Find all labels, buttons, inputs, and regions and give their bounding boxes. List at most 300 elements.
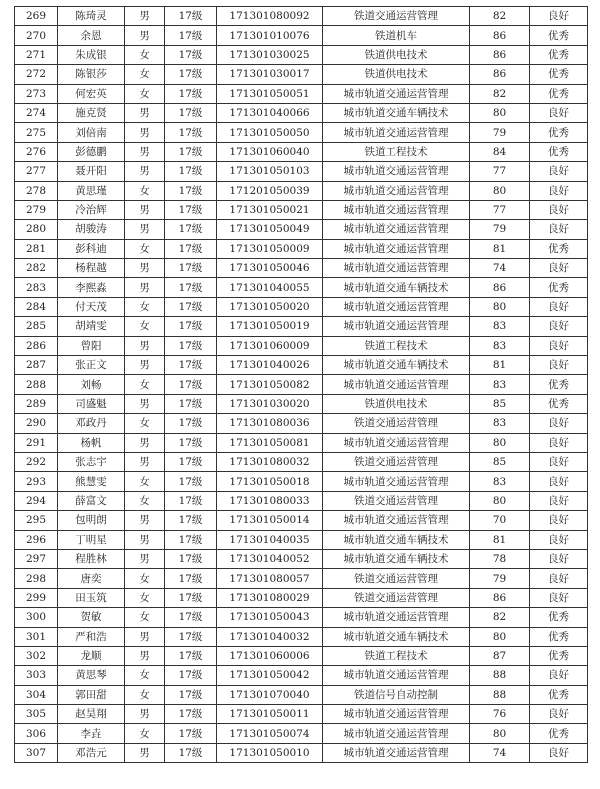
gender-cell: 女 [125,491,165,510]
major-cell: 城市轨道交通运营管理 [323,724,470,743]
serial-number-cell: 289 [15,394,58,413]
rating-cell: 优秀 [530,239,588,258]
grade-cell: 17级 [165,65,217,84]
table-row [15,414,588,433]
grade-cell: 17级 [165,7,217,26]
table-row [15,220,588,239]
rating-cell: 优秀 [530,65,588,84]
grade-cell: 17级 [165,414,217,433]
table-row [15,666,588,685]
grade-cell: 17级 [165,84,217,103]
serial-number-cell: 270 [15,26,58,45]
table-row [15,356,588,375]
gender-cell: 男 [125,356,165,375]
score-cell: 86 [470,65,530,84]
grade-cell: 17级 [165,472,217,491]
table-row [15,724,588,743]
grade-cell: 17级 [165,45,217,64]
serial-number-cell: 272 [15,65,58,84]
gender-cell: 女 [125,317,165,336]
major-cell: 铁道交通运营管理 [323,491,470,510]
grade-cell: 17级 [165,394,217,413]
score-cell: 80 [470,724,530,743]
major-cell: 城市轨道交通运营管理 [323,666,470,685]
name-cell: 黄思琴 [58,666,125,685]
score-cell: 70 [470,511,530,530]
table-row [15,627,588,646]
grade-cell: 17级 [165,123,217,142]
name-cell: 聂开阳 [58,162,125,181]
serial-number-cell: 294 [15,491,58,510]
score-cell: 86 [470,588,530,607]
rating-cell: 良好 [530,414,588,433]
grade-cell: 17级 [165,297,217,316]
name-cell: 刘倍南 [58,123,125,142]
score-cell: 88 [470,666,530,685]
serial-number-cell: 269 [15,7,58,26]
gender-cell: 男 [125,336,165,355]
student-id-cell: 171301050043 [217,608,323,627]
name-cell: 刘畅 [58,375,125,394]
student-id-cell: 171301040035 [217,530,323,549]
score-cell: 79 [470,123,530,142]
gender-cell: 男 [125,530,165,549]
student-id-cell: 171301050042 [217,666,323,685]
major-cell: 城市轨道交通车辆技术 [323,627,470,646]
grade-cell: 17级 [165,608,217,627]
table-row [15,103,588,122]
name-cell: 郭田甜 [58,685,125,704]
name-cell: 施克贤 [58,103,125,122]
grade-cell: 17级 [165,356,217,375]
gender-cell: 女 [125,65,165,84]
gender-cell: 男 [125,142,165,161]
student-id-cell: 171301050018 [217,472,323,491]
gender-cell: 男 [125,511,165,530]
score-cell: 86 [470,26,530,45]
serial-number-cell: 288 [15,375,58,394]
score-cell: 83 [470,375,530,394]
name-cell: 唐奕 [58,569,125,588]
rating-cell: 良好 [530,452,588,471]
gender-cell: 男 [125,26,165,45]
gender-cell: 男 [125,743,165,762]
major-cell: 城市轨道交通车辆技术 [323,549,470,568]
major-cell: 铁道交通运营管理 [323,569,470,588]
gender-cell: 女 [125,685,165,704]
student-id-cell: 171301080036 [217,414,323,433]
student-id-cell: 171301040055 [217,278,323,297]
table-row [15,123,588,142]
student-id-cell: 171301050074 [217,724,323,743]
gender-cell: 男 [125,433,165,452]
table-row [15,569,588,588]
serial-number-cell: 280 [15,220,58,239]
name-cell: 司盛魁 [58,394,125,413]
score-cell: 78 [470,549,530,568]
name-cell: 付天茂 [58,297,125,316]
student-id-cell: 171301070040 [217,685,323,704]
score-cell: 87 [470,646,530,665]
table-row [15,491,588,510]
table-row [15,336,588,355]
name-cell: 杨帆 [58,433,125,452]
major-cell: 城市轨道交通运营管理 [323,123,470,142]
serial-number-cell: 279 [15,200,58,219]
table-row [15,685,588,704]
grade-cell: 17级 [165,646,217,665]
serial-number-cell: 284 [15,297,58,316]
student-id-cell: 171301040032 [217,627,323,646]
gender-cell: 男 [125,162,165,181]
gender-cell: 女 [125,375,165,394]
rating-cell: 良好 [530,549,588,568]
score-cell: 80 [470,297,530,316]
name-cell: 黄思瑾 [58,181,125,200]
gender-cell: 女 [125,239,165,258]
score-cell: 74 [470,743,530,762]
name-cell: 张正文 [58,356,125,375]
name-cell: 李熙淼 [58,278,125,297]
serial-number-cell: 290 [15,414,58,433]
grade-cell: 17级 [165,724,217,743]
name-cell: 何宏英 [58,84,125,103]
rating-cell: 优秀 [530,142,588,161]
score-cell: 84 [470,142,530,161]
score-cell: 85 [470,394,530,413]
student-id-cell: 171301050014 [217,511,323,530]
grade-cell: 17级 [165,181,217,200]
score-cell: 77 [470,200,530,219]
name-cell: 彭科迪 [58,239,125,258]
rating-cell: 良好 [530,530,588,549]
gender-cell: 女 [125,84,165,103]
serial-number-cell: 291 [15,433,58,452]
gender-cell: 男 [125,103,165,122]
table-row [15,646,588,665]
student-id-cell: 171301050051 [217,84,323,103]
major-cell: 铁道供电技术 [323,394,470,413]
major-cell: 铁道交通运营管理 [323,414,470,433]
serial-number-cell: 295 [15,511,58,530]
student-id-cell: 171301080057 [217,569,323,588]
grade-cell: 17级 [165,239,217,258]
major-cell: 城市轨道交通运营管理 [323,297,470,316]
name-cell: 张志宇 [58,452,125,471]
gender-cell: 女 [125,569,165,588]
major-cell: 城市轨道交通运营管理 [323,259,470,278]
student-id-cell: 171301080032 [217,452,323,471]
score-cell: 81 [470,356,530,375]
score-cell: 80 [470,627,530,646]
rating-cell: 良好 [530,491,588,510]
table-row [15,297,588,316]
gender-cell: 男 [125,278,165,297]
name-cell: 田玉筑 [58,588,125,607]
name-cell: 冷治辉 [58,200,125,219]
student-id-cell: 171301060006 [217,646,323,665]
gender-cell: 男 [125,7,165,26]
major-cell: 城市轨道交通运营管理 [323,181,470,200]
score-cell: 83 [470,336,530,355]
student-id-cell: 171301050011 [217,705,323,724]
student-id-cell: 171301060009 [217,336,323,355]
serial-number-cell: 298 [15,569,58,588]
student-id-cell: 171301040052 [217,549,323,568]
score-cell: 82 [470,608,530,627]
table-row [15,239,588,258]
rating-cell: 良好 [530,162,588,181]
score-cell: 80 [470,491,530,510]
rating-cell: 良好 [530,666,588,685]
rating-cell: 良好 [530,7,588,26]
student-id-cell: 171301050019 [217,317,323,336]
score-cell: 82 [470,7,530,26]
gender-cell: 男 [125,705,165,724]
grade-cell: 17级 [165,627,217,646]
major-cell: 铁道工程技术 [323,142,470,161]
gender-cell: 男 [125,549,165,568]
table-row [15,608,588,627]
major-cell: 城市轨道交通运营管理 [323,433,470,452]
rating-cell: 良好 [530,569,588,588]
gender-cell: 女 [125,724,165,743]
table-row [15,530,588,549]
gender-cell: 男 [125,452,165,471]
rating-cell: 良好 [530,103,588,122]
rating-cell: 优秀 [530,627,588,646]
serial-number-cell: 299 [15,588,58,607]
serial-number-cell: 281 [15,239,58,258]
student-id-cell: 171301030025 [217,45,323,64]
name-cell: 陈银莎 [58,65,125,84]
student-id-cell: 171301080029 [217,588,323,607]
rating-cell: 良好 [530,356,588,375]
student-id-cell: 171301050050 [217,123,323,142]
grade-cell: 17级 [165,705,217,724]
student-id-cell: 171301050010 [217,743,323,762]
score-cell: 79 [470,569,530,588]
name-cell: 彭德鹏 [58,142,125,161]
grade-cell: 17级 [165,142,217,161]
serial-number-cell: 307 [15,743,58,762]
major-cell: 城市轨道交通运营管理 [323,472,470,491]
major-cell: 城市轨道交通运营管理 [323,84,470,103]
table-row [15,259,588,278]
grade-cell: 17级 [165,278,217,297]
grade-cell: 17级 [165,511,217,530]
major-cell: 铁道供电技术 [323,45,470,64]
score-cell: 83 [470,317,530,336]
grade-cell: 17级 [165,491,217,510]
grade-cell: 17级 [165,259,217,278]
rating-cell: 良好 [530,336,588,355]
name-cell: 丁明星 [58,530,125,549]
grade-cell: 17级 [165,103,217,122]
grade-cell: 17级 [165,336,217,355]
name-cell: 陈琦灵 [58,7,125,26]
major-cell: 铁道供电技术 [323,65,470,84]
gender-cell: 男 [125,123,165,142]
serial-number-cell: 306 [15,724,58,743]
score-cell: 81 [470,530,530,549]
table-row [15,162,588,181]
name-cell: 熊慧雯 [58,472,125,491]
rating-cell: 优秀 [530,608,588,627]
gender-cell: 男 [125,200,165,219]
gender-cell: 男 [125,394,165,413]
score-cell: 82 [470,84,530,103]
major-cell: 铁道工程技术 [323,646,470,665]
name-cell: 杨程越 [58,259,125,278]
major-cell: 铁道工程技术 [323,336,470,355]
grade-cell: 17级 [165,452,217,471]
rating-cell: 良好 [530,433,588,452]
major-cell: 城市轨道交通运营管理 [323,375,470,394]
rating-cell: 优秀 [530,45,588,64]
rating-cell: 良好 [530,511,588,530]
gender-cell: 女 [125,472,165,491]
major-cell: 城市轨道交通运营管理 [323,239,470,258]
major-cell: 城市轨道交通运营管理 [323,220,470,239]
major-cell: 城市轨道交通运营管理 [323,162,470,181]
name-cell: 严和浩 [58,627,125,646]
serial-number-cell: 301 [15,627,58,646]
student-score-table [14,6,588,763]
table-row [15,142,588,161]
serial-number-cell: 275 [15,123,58,142]
student-id-cell: 171301080033 [217,491,323,510]
major-cell: 铁道交通运营管理 [323,452,470,471]
rating-cell: 良好 [530,588,588,607]
name-cell: 邓政丹 [58,414,125,433]
major-cell: 城市轨道交通车辆技术 [323,103,470,122]
serial-number-cell: 297 [15,549,58,568]
gender-cell: 男 [125,627,165,646]
rating-cell: 优秀 [530,646,588,665]
serial-number-cell: 274 [15,103,58,122]
gender-cell: 女 [125,414,165,433]
rating-cell: 优秀 [530,724,588,743]
table-row [15,45,588,64]
score-cell: 86 [470,278,530,297]
rating-cell: 优秀 [530,26,588,45]
serial-number-cell: 305 [15,705,58,724]
score-cell: 86 [470,45,530,64]
name-cell: 赵昊翔 [58,705,125,724]
serial-number-cell: 287 [15,356,58,375]
student-id-cell: 171301060040 [217,142,323,161]
gender-cell: 女 [125,608,165,627]
gender-cell: 男 [125,646,165,665]
grade-cell: 17级 [165,162,217,181]
score-cell: 76 [470,705,530,724]
name-cell: 李垚 [58,724,125,743]
grade-cell: 17级 [165,743,217,762]
major-cell: 城市轨道交通运营管理 [323,705,470,724]
serial-number-cell: 276 [15,142,58,161]
grade-cell: 17级 [165,666,217,685]
student-id-cell: 171301050082 [217,375,323,394]
major-cell: 铁道交通运营管理 [323,588,470,607]
serial-number-cell: 271 [15,45,58,64]
score-cell: 74 [470,259,530,278]
name-cell: 薛富文 [58,491,125,510]
table-body [15,7,588,763]
table-row [15,84,588,103]
rating-cell: 优秀 [530,375,588,394]
gender-cell: 女 [125,45,165,64]
grade-cell: 17级 [165,569,217,588]
rating-cell: 优秀 [530,394,588,413]
gender-cell: 男 [125,259,165,278]
score-cell: 85 [470,452,530,471]
name-cell: 朱成银 [58,45,125,64]
serial-number-cell: 286 [15,336,58,355]
rating-cell: 良好 [530,181,588,200]
serial-number-cell: 283 [15,278,58,297]
rating-cell: 良好 [530,259,588,278]
serial-number-cell: 282 [15,259,58,278]
major-cell: 铁道信号自动控制 [323,685,470,704]
name-cell: 包明朗 [58,511,125,530]
major-cell: 城市轨道交通车辆技术 [323,356,470,375]
name-cell: 胡骏涛 [58,220,125,239]
student-id-cell: 171301050081 [217,433,323,452]
serial-number-cell: 285 [15,317,58,336]
table-row [15,472,588,491]
major-cell: 城市轨道交通车辆技术 [323,278,470,297]
serial-number-cell: 277 [15,162,58,181]
rating-cell: 良好 [530,297,588,316]
grade-cell: 17级 [165,549,217,568]
grade-cell: 17级 [165,317,217,336]
major-cell: 城市轨道交通运营管理 [323,608,470,627]
grade-cell: 17级 [165,220,217,239]
rating-cell: 优秀 [530,685,588,704]
serial-number-cell: 278 [15,181,58,200]
student-id-cell: 171201050039 [217,181,323,200]
table-row [15,65,588,84]
student-id-cell: 171301050009 [217,239,323,258]
grade-cell: 17级 [165,375,217,394]
serial-number-cell: 296 [15,530,58,549]
table-row [15,743,588,762]
major-cell: 铁道交通运营管理 [323,7,470,26]
rating-cell: 良好 [530,200,588,219]
name-cell: 程胜林 [58,549,125,568]
table-row [15,375,588,394]
rating-cell: 良好 [530,317,588,336]
gender-cell: 女 [125,181,165,200]
student-id-cell: 171301030017 [217,65,323,84]
gender-cell: 男 [125,220,165,239]
student-id-cell: 171301050020 [217,297,323,316]
table-row [15,317,588,336]
name-cell: 余恩 [58,26,125,45]
grade-cell: 17级 [165,588,217,607]
serial-number-cell: 300 [15,608,58,627]
gender-cell: 女 [125,666,165,685]
rating-cell: 良好 [530,705,588,724]
major-cell: 城市轨道交通车辆技术 [323,530,470,549]
score-cell: 81 [470,239,530,258]
score-cell: 79 [470,220,530,239]
score-cell: 83 [470,472,530,491]
table-row [15,452,588,471]
score-cell: 80 [470,103,530,122]
student-id-cell: 171301040066 [217,103,323,122]
